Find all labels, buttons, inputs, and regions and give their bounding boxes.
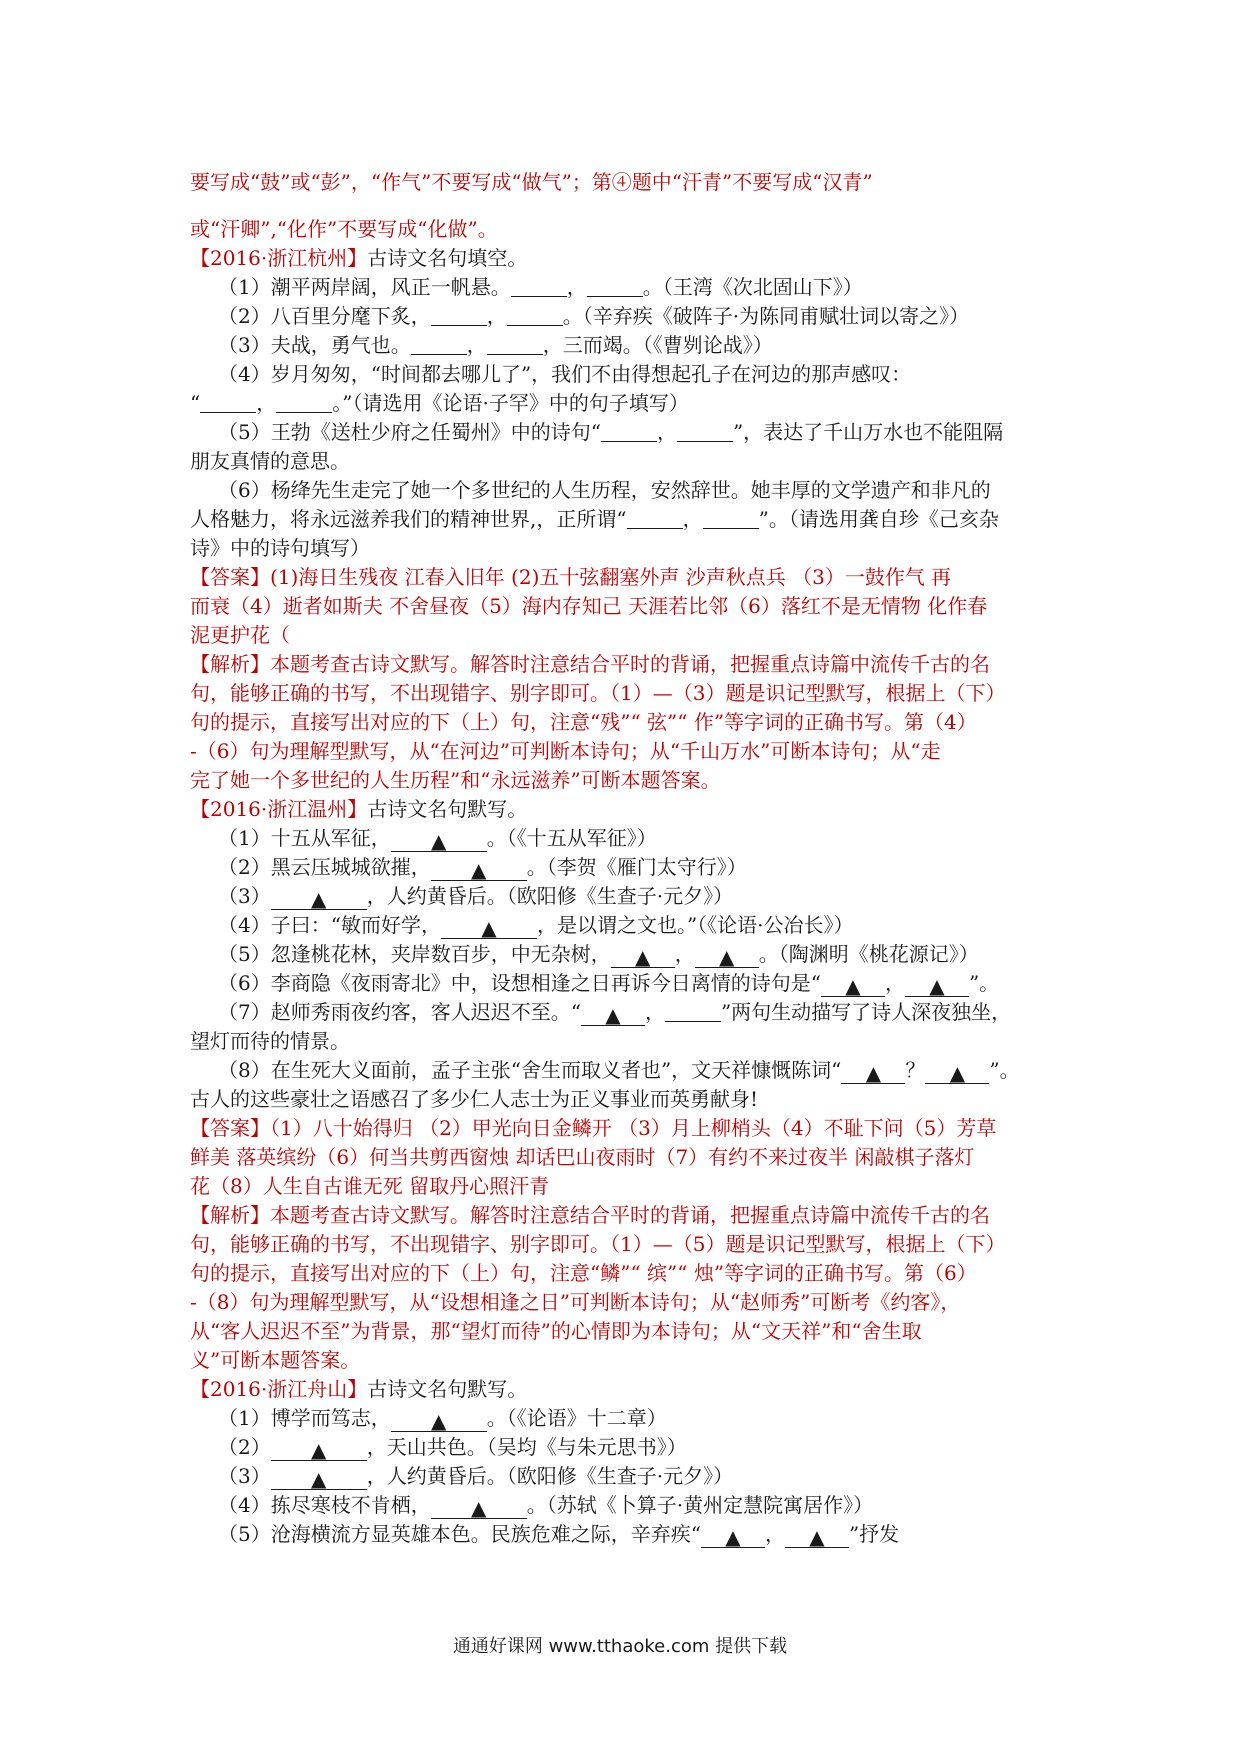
triangle-blank[interactable]: ▲ (271, 1469, 367, 1490)
analysis-text: 本题考查古诗文默写。解答时注意结合平时的背诵，把握重点诗篇中流传千古的名 (270, 1203, 990, 1227)
hangzhou-analysis-line-5: 完了她一个多世纪的人生历程”和“永远滋养”可断本题答案。 (190, 768, 721, 792)
hangzhou-q4-line-2 (190, 389, 1056, 418)
triangle-blank[interactable]: ▲ (581, 1005, 645, 1026)
zhoushan-q4-source: 。（苏轼《卜算子·黄州定慧院寓居作》） (526, 1493, 874, 1517)
triangle-blank[interactable]: ▲ (695, 947, 759, 968)
comma: ， (674, 942, 695, 966)
zhoushan-q2 (190, 1433, 1056, 1462)
zhoushan-q1 (190, 1404, 1056, 1433)
triangle-blank[interactable]: ▲ (905, 976, 969, 997)
wenzhou-q5 (190, 940, 1056, 969)
analysis-tag: 【解析】 (190, 1203, 270, 1227)
wenzhou-q1-text: （1）十五从军征， (218, 826, 391, 850)
wenzhou-q4-text: （4）子曰：“敏而好学， (218, 913, 441, 937)
comma: ， (884, 971, 905, 995)
comma: ， (644, 1000, 665, 1024)
triangle-blank[interactable]: ▲ (785, 1527, 849, 1548)
triangle-blank[interactable]: ▲ (841, 1063, 905, 1084)
wenzhou-q4-source: ，是以谓之文也。”（《论语·公冶长》） (536, 913, 854, 937)
answer-blank[interactable] (431, 305, 487, 326)
answer-tag: 【答案】 (190, 565, 270, 589)
zhoushan-q4 (190, 1491, 1056, 1520)
triangle-blank[interactable]: ▲ (441, 918, 537, 939)
hangzhou-q5-tail: ”，表达了千山万水也不能阻隔 (732, 420, 1004, 444)
hangzhou-title: 古诗文名句填空。 (367, 246, 528, 270)
zhoushan-q5-text: （5）沧海横流方显英雄本色。民族危难之际，辛弃疾“ (218, 1522, 701, 1546)
hangzhou-tag: 【2016·浙江杭州】 (190, 246, 368, 270)
hangzhou-q5-line-2: 朋友真情的意思。 (190, 449, 350, 473)
wenzhou-q3 (190, 882, 1056, 911)
comma: ， (466, 333, 487, 357)
wenzhou-analysis-line-6: 义”可断本题答案。 (190, 1348, 361, 1372)
wenzhou-q1 (190, 824, 1056, 853)
analysis-tag: 【解析】 (190, 652, 270, 676)
answer-blank[interactable] (276, 392, 332, 413)
wenzhou-q5-source: 。（陶渊明《桃花源记》） (758, 942, 979, 966)
wenzhou-q7-tail: ”两句生动描写了诗人深夜独坐， (720, 1000, 1012, 1024)
zhoushan-tag: 【2016·浙江舟山】 (190, 1377, 368, 1401)
answer-blank[interactable] (411, 334, 467, 355)
zhoushan-heading (190, 1375, 1056, 1404)
hangzhou-q3-source: ，三而竭。（《曹刿论战》） (542, 333, 773, 357)
wenzhou-q1-source: 。（《十五从军征》） (486, 826, 657, 850)
comma: ， (656, 420, 677, 444)
wenzhou-q7-line-1 (190, 998, 1056, 1027)
answer-blank[interactable] (601, 421, 657, 442)
wenzhou-q3-num: （3） (218, 884, 271, 908)
answer-text: (1)海日生残夜 江春入旧年 (2)五十弦翻塞外声 沙声秋点兵 （3）一鼓作气 再 (270, 565, 952, 589)
zhoushan-q5 (190, 1520, 1056, 1549)
triangle-blank[interactable]: ▲ (431, 1498, 527, 1519)
wenzhou-q5-text: （5）忽逢桃花林，夹岸数百步，中无杂树， (218, 942, 611, 966)
zhoushan-q1-text: （1）博学而笃志， (218, 1406, 391, 1430)
zhoushan-q3-source: ，人约黄昏后。（欧阳修《生查子·元夕》） (366, 1464, 734, 1488)
wenzhou-q6-tail: ”。 (968, 971, 1000, 995)
triangle-blank[interactable]: ▲ (611, 947, 675, 968)
hangzhou-answer-line-2: 而衰（4）逝者如斯夫 不舍昼夜（5）海内存知己 天涯若比邻（6）落红不是无情物 化作春 (190, 594, 988, 618)
triangle-blank[interactable]: ▲ (701, 1527, 765, 1548)
wenzhou-analysis-line-4: -（8）句为理解型默写，从“设想相逢之日”可判断本诗句；从“赵师秀”可断考《约客》， (190, 1290, 961, 1314)
wenzhou-q3-source: ，人约黄昏后。（欧阳修《生查子·元夕》） (366, 884, 734, 908)
triangle-blank[interactable]: ▲ (391, 831, 487, 852)
wenzhou-analysis-line-5: 从“客人迟迟不至”为背景，那“望灯而待”的心情即为本诗句；从“文天祥”和“舍生取 (190, 1319, 922, 1343)
wenzhou-tag: 【2016·浙江温州】 (190, 797, 368, 821)
zhoushan-q2-source: ，天山共色。（吴均《与朱元思书》） (366, 1435, 687, 1459)
hangzhou-q4-source: 。”（请选用《论语·子罕》中的句子填写） (332, 391, 689, 415)
quote-mark: “ (190, 391, 201, 415)
zhoushan-q3 (190, 1462, 1056, 1491)
hangzhou-q1 (190, 273, 1056, 302)
triangle-blank[interactable]: ▲ (271, 1440, 367, 1461)
wenzhou-q8-line-1 (190, 1056, 1056, 1085)
hangzhou-q6-line-2 (190, 505, 1056, 534)
triangle-blank[interactable]: ▲ (271, 889, 367, 910)
answer-blank[interactable] (703, 508, 759, 529)
hangzhou-q6-text: 人格魅力，将永远滋养我们的精神世界,，正所谓“ (190, 507, 627, 531)
page-footer: 通通好课网 www.tthaoke.com 提供下载 (452, 1636, 788, 1657)
hangzhou-q6-tail: ”。（请选用龚自珍《己亥杂 (758, 507, 999, 531)
triangle-blank[interactable]: ▲ (821, 976, 885, 997)
zhoushan-title: 古诗文名句默写。 (367, 1377, 528, 1401)
comma: ， (566, 275, 587, 299)
answer-blank[interactable] (587, 276, 643, 297)
comma: ， (764, 1522, 785, 1546)
comma: ， (682, 507, 703, 531)
wenzhou-q6-text: （6）李商隐《夜雨寄北》中，设想相逢之日再诉今日离情的诗句是“ (218, 971, 821, 995)
hangzhou-q5-text: （5）王勃《送杜少府之任蜀州》中的诗句“ (218, 420, 601, 444)
hangzhou-q4-line-1: （4）岁月匆匆，“时间都去哪儿了”，我们不由得想起孔子在河边的那声感叹： (218, 362, 912, 386)
wenzhou-q8-text: （8）在生死大义面前，孟子主张“舍生而取义者也”，文天祥慷慨陈词“ (218, 1058, 842, 1082)
wenzhou-analysis-line-3: 句的提示，直接写出对应的下（上）句，注意“鳞”“ 缤”“ 烛”等字词的正确书写。第（6） (190, 1261, 977, 1285)
hangzhou-q6-line-1: （6）杨绛先生走完了她一个多世纪的人生历程，安然辞世。她丰厚的文学遗产和非凡的 (218, 478, 991, 502)
wenzhou-q4 (190, 911, 1056, 940)
triangle-blank[interactable]: ▲ (431, 860, 527, 881)
zhoushan-q5-tail: ”抒发 (848, 1522, 900, 1546)
hangzhou-q6-line-3: 诗》中的诗句填写） (190, 536, 370, 560)
answer-blank[interactable] (507, 305, 563, 326)
hangzhou-q3-text: （3）夫战，勇气也。 (218, 333, 411, 357)
wenzhou-q2-source: 。（李贺《雁门太守行》） (526, 855, 747, 879)
top-note-line-2: 或“汗卿”,“化作”不要写成“化做”。 (190, 217, 498, 241)
analysis-text: 本题考查古诗文默写。解答时注意结合平时的背诵，把握重点诗篇中流传千古的名 (270, 652, 990, 676)
wenzhou-q7-text: （7）赵师秀雨夜约客，客人迟迟不至。“ (218, 1000, 581, 1024)
hangzhou-analysis-line-2: 句，能够正确的书写，不出现错字、别字即可。（1）—（3）题是识记型默写，根据上（下） (190, 681, 1006, 705)
triangle-blank[interactable]: ▲ (391, 1411, 487, 1432)
hangzhou-answer-line-3: 泥更护花（ (190, 623, 290, 647)
zhoushan-q4-text: （4）拣尽寒枝不肯栖， (218, 1493, 431, 1517)
hangzhou-q1-text: （1）潮平两岸阔，风正一帆悬。 (218, 275, 511, 299)
wenzhou-answer-line-1 (190, 1114, 1056, 1143)
wenzhou-q2 (190, 853, 1056, 882)
hangzhou-q2-text: （2）八百里分麾下炙， (218, 304, 431, 328)
answer-blank[interactable] (487, 334, 543, 355)
wenzhou-analysis-line-1 (190, 1201, 1056, 1230)
wenzhou-q6 (190, 969, 1056, 998)
answer-blank[interactable] (677, 421, 733, 442)
answer-blank[interactable] (200, 392, 256, 413)
question-mark: ？ (905, 1058, 926, 1082)
answer-text: （1）八十始得归 （2）甲光向日金鳞开 （3）月上柳梢头（4）不耻下问（5）芳草 (270, 1116, 997, 1140)
hangzhou-analysis-line-1 (190, 650, 1056, 679)
hangzhou-heading (190, 244, 1056, 273)
zhoushan-q1-source: 。（《论语》十二章） (486, 1406, 667, 1430)
wenzhou-analysis-line-2: 句，能够正确的书写，不出现错字、别字即可。（1）—（5）题是识记型默写，根据上（下） (190, 1232, 1006, 1256)
answer-tag: 【答案】 (190, 1116, 270, 1140)
comma: ， (486, 304, 507, 328)
comma: ， (256, 391, 277, 415)
hangzhou-q1-source: 。（王湾《次北固山下》） (642, 275, 863, 299)
zhoushan-q3-num: （3） (218, 1464, 271, 1488)
wenzhou-q7-line-2: 望灯而待的情景。 (190, 1029, 350, 1053)
zhoushan-q2-num: （2） (218, 1435, 271, 1459)
triangle-blank[interactable]: ▲ (925, 1063, 989, 1084)
wenzhou-answer-line-3: 花（8）人生自古谁无死 留取丹心照汗青 (190, 1174, 550, 1198)
top-note-line-1: 要写成“鼓”或“彭”，“作气”不要写成“做气”；第④题中“汗青”不要写成“汉青” (190, 170, 873, 194)
wenzhou-q8-tail: ”。 (989, 1058, 1020, 1082)
hangzhou-q2-source: 。（辛弃疾《破阵子·为陈同甫赋壮词以寄之》） (562, 304, 970, 328)
hangzhou-q5-line-1 (190, 418, 1056, 447)
answer-blank[interactable] (627, 508, 683, 529)
answer-blank[interactable] (511, 276, 567, 297)
wenzhou-q8-line-2: 古人的这些豪壮之语感召了多少仁人志士为正义事业而英勇献身! (190, 1087, 759, 1111)
wenzhou-q2-text: （2）黑云压城城欲摧， (218, 855, 431, 879)
wenzhou-answer-line-2: 鲜美 落英缤纷（6）何当共剪西窗烛 却话巴山夜雨时（7）有约不来过夜半 闲敲棋子落灯 (190, 1145, 975, 1169)
hangzhou-q3 (190, 331, 1056, 360)
wenzhou-title: 古诗文名句默写。 (367, 797, 528, 821)
hangzhou-q2 (190, 302, 1056, 331)
hangzhou-analysis-line-4: -（6）句为理解型默写，从“在河边”可判断本诗句；从“千山万水”可断本诗句；从“走 (190, 739, 941, 763)
hangzhou-analysis-line-3: 句的提示，直接写出对应的下（上）句，注意“残”“ 弦”“ 作”等字词的正确书写。第（4） (190, 710, 977, 734)
hangzhou-answer-line-1 (190, 563, 1056, 592)
wenzhou-heading (190, 795, 1056, 824)
document-page (190, 168, 1056, 1549)
answer-blank[interactable] (665, 1001, 721, 1022)
